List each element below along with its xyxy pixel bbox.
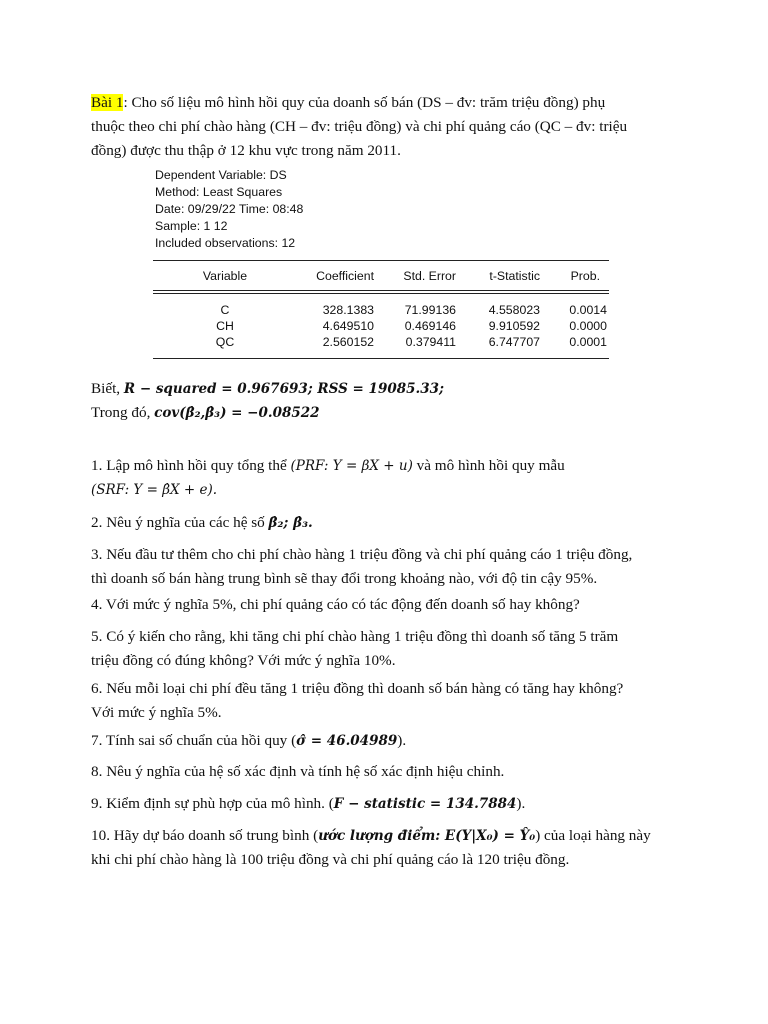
trong-do-label: Trong đó, (91, 404, 155, 421)
cell-std-error: 0.469146 (404, 319, 456, 333)
intro-text-1: : Cho số liệu mô hình hồi quy của doanh số bán (DS – đv: trăm triệu đồng) phụ (123, 94, 606, 111)
question-5 (91, 625, 691, 673)
date-time: Date: 09/29/22 Time: 08:48 (155, 202, 304, 216)
question-7 (91, 729, 691, 753)
q2-formula: β̂₂; β̂₃. (268, 515, 313, 531)
cell-std-error: 71.99136 (404, 303, 456, 317)
q6-line-2: Với mức ý nghĩa 5%. (91, 704, 222, 721)
question-10 (91, 824, 701, 872)
r-squared-rss: R − squared = 0.967693; RSS = 19085.33; (123, 381, 444, 397)
given-prefix: Biết, (91, 380, 124, 397)
intro-paragraph (91, 91, 691, 163)
header-std-error: Std. Error (403, 269, 456, 283)
cell-prob: 0.0001 (569, 335, 607, 349)
cell-variable: QC (215, 335, 235, 349)
table-header-rule-1 (153, 290, 609, 291)
question-1 (91, 454, 691, 502)
q7-text-2: ). (397, 732, 407, 749)
question-8 (91, 760, 691, 784)
cell-coefficient: 328.1383 (322, 303, 374, 317)
cell-coefficient: 4.649510 (322, 319, 374, 333)
q6-line-1: 6. Nếu mỗi loại chi phí đều tăng 1 triệu đồng thì doanh số bán hàng có tăng hay không? (91, 680, 624, 697)
q3-line-2: thì doanh số bán hàng trung bình sẽ thay đổi trong khoảng nào, với độ tin cậy 95%. (91, 570, 598, 587)
q1-text-2: và mô hình hồi quy mẫu (412, 457, 565, 474)
q1-prf-formula: (PRF: Y = βX + u) (290, 458, 413, 474)
q5-line-1: 5. Có ý kiến cho rằng, khi tăng chi phí chào hàng 1 triệu đồng thì doanh số tăng 5 trăm (91, 628, 619, 645)
given-line-2 (91, 401, 691, 425)
header-coefficient: Coefficient (316, 269, 374, 283)
q9-text: 9. Kiểm định sự phù hợp của mô hình. ( (91, 795, 334, 812)
q1-srf-formula: (SRF: Y = β̂X + e). (91, 482, 218, 498)
cell-prob: 0.0000 (569, 319, 607, 333)
q1-text: 1. Lập mô hình hồi quy tổng thể (91, 457, 291, 474)
q10-text-2: ) của loại hàng này (535, 827, 651, 844)
q8-line: 8. Nêu ý nghĩa của hệ số xác định và tính hệ số xác định hiệu chỉnh. (91, 763, 505, 780)
q3-line-1: 3. Nếu đầu tư thêm cho chi phí chào hàng 1 triệu đồng và chi phí quảng cáo 1 triệu đồng, (91, 546, 633, 563)
q2-text: 2. Nêu ý nghĩa của các hệ số (91, 514, 269, 531)
header-prob: Prob. (570, 269, 600, 283)
cell-variable: C (220, 303, 230, 317)
given-line-1 (91, 377, 691, 401)
question-6 (91, 677, 691, 725)
exercise-label: Bài 1 (91, 94, 124, 111)
cell-variable: CH (216, 319, 234, 333)
q7-formula: σ̂ = 46.04989 (296, 733, 398, 749)
question-4 (91, 593, 691, 617)
q5-line-2: triệu đồng có đúng không? Với mức ý nghĩa 10%. (91, 652, 396, 669)
method: Method: Least Squares (155, 185, 283, 199)
q7-text: 7. Tính sai số chuẩn của hồi quy ( (91, 732, 297, 749)
sample: Sample: 1 12 (155, 219, 228, 233)
cell-coefficient: 2.560152 (322, 335, 374, 349)
dependent-variable: Dependent Variable: DS (155, 168, 287, 182)
table-bottom-rule (153, 358, 609, 359)
covariance-value: cov(β̂₂,β̂₃) = −0.08522 (154, 405, 320, 421)
q10-text: 10. Hãy dự báo doanh số trung bình ( (91, 827, 319, 844)
cell-t-statistic: 6.747707 (488, 335, 540, 349)
regression-output-header (155, 167, 303, 252)
intro-line-2: thuộc theo chi phí chào hàng (CH – đv: triệu đồng) và chi phí quảng cáo (QC – đv: triệu (91, 118, 628, 135)
cell-prob: 0.0014 (569, 303, 607, 317)
cell-t-statistic: 4.558023 (488, 303, 540, 317)
intro-line-1 (91, 91, 691, 115)
question-9 (91, 792, 691, 816)
question-3 (91, 543, 691, 591)
q9-text-2: ). (516, 795, 526, 812)
cell-std-error: 0.379411 (405, 335, 456, 349)
q9-formula: F − statistic = 134.7884 (333, 796, 517, 812)
q10-formula: ước lượng điểm: E(Y|X₀) = Ŷ₀ (318, 828, 536, 844)
table-header-rule-2 (153, 293, 609, 294)
included-observations: Included observations: 12 (155, 236, 296, 250)
cell-t-statistic: 9.910592 (488, 319, 540, 333)
question-2 (91, 511, 691, 535)
header-variable: Variable (202, 269, 248, 283)
given-values (91, 377, 691, 425)
question-10-line-1 (91, 824, 701, 848)
q10-line-2: khi chi phí chào hàng là 100 triệu đồng và chi phí quảng cáo là 120 triệu đồng. (91, 851, 570, 868)
intro-line-3: đồng) được thu thập ở 12 khu vực trong năm 2011. (91, 142, 401, 159)
table-top-rule (153, 260, 609, 261)
header-t-statistic: t-Statistic (489, 269, 540, 283)
question-1-line-2 (91, 478, 691, 502)
q4-line: 4. Với mức ý nghĩa 5%, chi phí quảng cáo có tác động đến doanh số hay không? (91, 596, 580, 613)
question-1-line-1 (91, 454, 691, 478)
